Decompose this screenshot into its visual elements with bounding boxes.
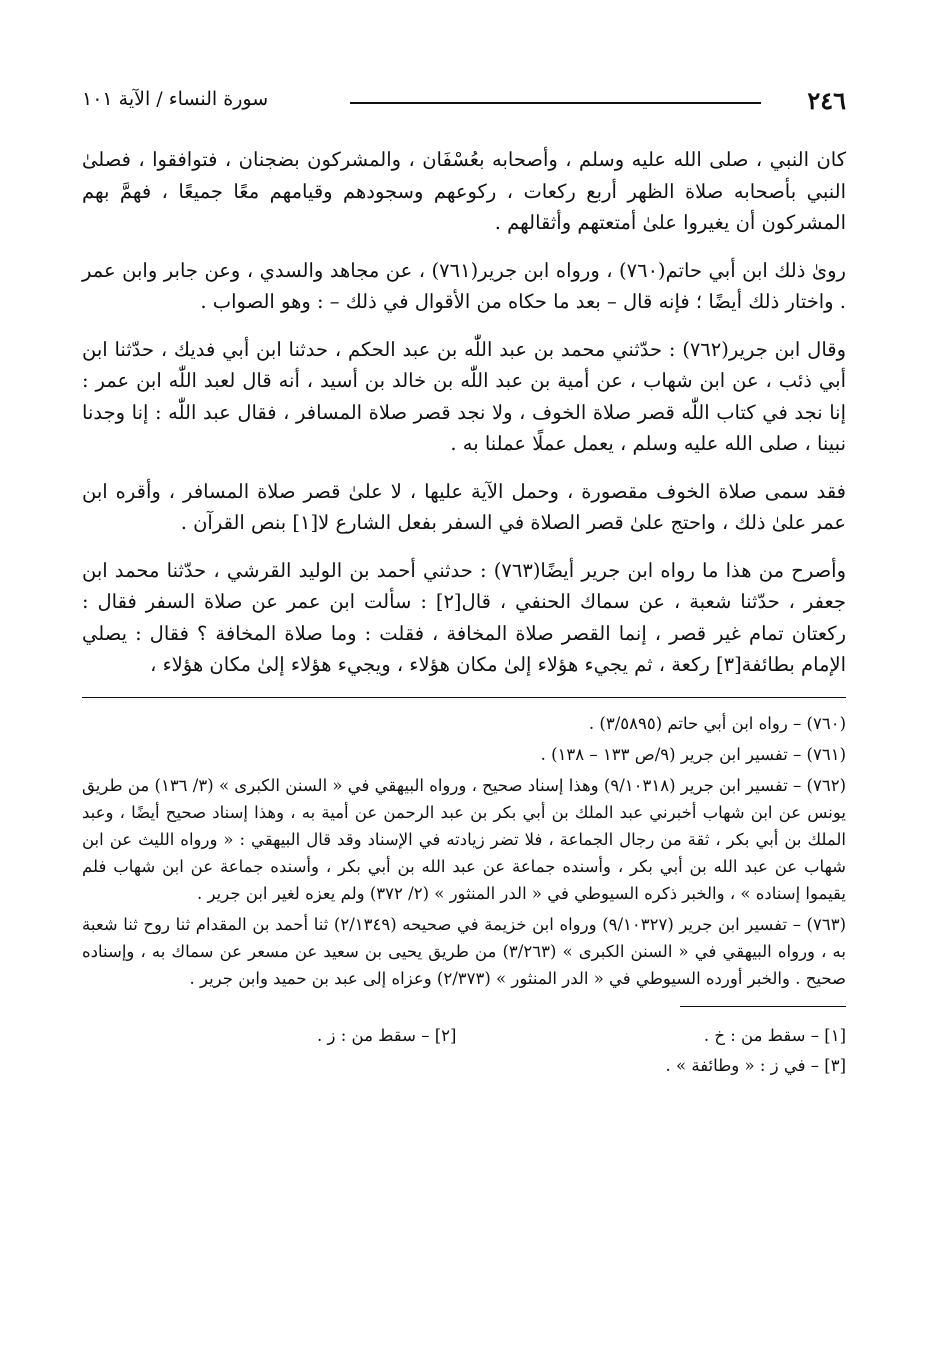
footnote: (٧٦١) – تفسير ابن جرير (٩/ص ١٣٣ – ١٣٨) . bbox=[540, 744, 846, 764]
running-head: سورة النساء / الآية ١٠١ bbox=[82, 88, 269, 110]
body-paragraph: فقد سمى صلاة الخوف مقصورة ، وحمل الآية عليها ، لا علىٰ قصر صلاة المسافر ، وأقره ابن عمر علىٰ ذلك ، واحتج علىٰ قصر الصلاة في السفر بفعل الشارع لا[١] بنص القرآن . bbox=[82, 479, 846, 534]
body-paragraph: كان النبي ، صلى الله عليه وسلم ، وأصحابه بعُسْفَان ، والمشركون بضجنان ، فتوافقوا ، فصلىٰ النبي بأصحابه صلاة الظهر أربع ركعات ، ركوعهم وسجودهم وقيامهم معًا جميعًا ، فهمَّ بهم المشركون أن يغيروا علىٰ أمتعتهم وأثقالهم . bbox=[82, 148, 846, 234]
variant-row bbox=[82, 1051, 846, 1081]
body-paragraph: روىٰ ذلك ابن أبي حاتم(٧٦٠) ، ورواه ابن جرير(٧٦١) ، عن مجاهد والسدي ، وعن جابر وابن عمر . واختار ذلك أيضًا ؛ فإنه قال – بعد ما حكاه من الأقوال في ذلك – : وهو الصواب . bbox=[82, 258, 846, 313]
variant-note: [٣] – في ز : « وطائفة » . bbox=[665, 1055, 846, 1075]
variants-divider bbox=[680, 1006, 846, 1007]
header-rule bbox=[350, 102, 761, 104]
variant-row bbox=[82, 1021, 846, 1051]
footnote: (٧٦٠) – رواه ابن أبي حاتم (٣/٥٨٩٥) . bbox=[588, 713, 846, 733]
variant-note: [١] – سقط من : خ . bbox=[703, 1025, 846, 1045]
body-paragraph: وقال ابن جرير(٧٦٢) : حدّثني محمد بن عبد اللّٰه بن عبد الحكم ، حدثنا ابن أبي فديك ، حدّثنا ابن أبي ذئب ، عن ابن شهاب ، عن أمية بن عبد اللّٰه بن خالد بن أسيد ، أنه قال لعبد اللّٰه ابن عمر : إنا نجد في كتاب اللّٰه قصر صلاة الخوف ، ولا نجد قصر صلاة المسافر ، فقال عبد اللّٰه : إنا وجدنا نبينا ، صلى الله عليه وسلم ، يعمل عملًا عملنا به . bbox=[82, 337, 847, 455]
body-paragraph: وأصرح من هذا ما رواه ابن جرير أيضًا(٧٦٣) : حدثني أحمد بن الوليد القرشي ، حدّثنا محمد ابن جعفر ، حدّثنا شعبة ، عن سماك الحنفي ، قال[٢] : سألت ابن عمر عن صلاة السفر فقال : ركعتان تمام غير قصر ، إنما القصر صلاة المخافة ، فقلت : وما صلاة المخافة ؟ فقال : يصلي الإمام بطائفة[٣] ركعة ، ثم يجيء هؤلاء إلىٰ مكان هؤلاء ، ويجيء هؤلاء إلىٰ مكان هؤلاء ، bbox=[82, 558, 847, 676]
page-header bbox=[82, 86, 846, 122]
book-page bbox=[82, 86, 846, 1081]
footnote: (٧٦٢) – تفسير ابن جرير (٩/١٠٣١٨) وهذا إسناد صحيح ، ورواه البيهقي في « السنن الكبرى » (٣/ ١٣٦) من طريق يونس عن ابن شهاب أخبرني عبد الملك بن أبي بكر بن عبد الرحمن عن أمية به ، وهذا إسناد صحيح أيضًا ، وعبد الملك بن أبي بكر ، ثقة من رجال الجماعة ، فلا تضر زيادته في الإسناد وقد قال البيهقي : « ورواه الليث عن ابن شهاب عن عبد الله بن أبي بكر ، وأسنده جماعة عن عبد الله بن أبي بكر ، وأسنده جماعة عن ابن شهاب فلم يقيموا إسناده » ، والخبر ذكره السيوطي في « الدر المنثور » (٢/ ٣٧٢) ولم يعزه لغير ابن جرير . bbox=[82, 775, 847, 903]
footnote: (٧٦٣) – تفسير ابن جرير (٩/١٠٣٢٧) ورواه ابن خزيمة في صحيحه (٢/١٣٤٩) ثنا أحمد بن المقدام ثنا روح ثنا شعبة به ، ورواه البيهقي في « السنن الكبرى » (٣/٢٦٣) من طريق يحيى بن سعيد عن مسعر عن سماك به ، وإسناده صحيح . والخبر أورده السيوطي في « الدر المنثور » (٢/٣٧٣) وعزاه إلى عبد بن حميد وابن جرير . bbox=[82, 914, 847, 988]
footnote-divider bbox=[82, 697, 846, 698]
variant-note: [٢] – سقط من : ز . bbox=[317, 1025, 457, 1045]
page-number: ٢٤٦ bbox=[807, 86, 846, 115]
